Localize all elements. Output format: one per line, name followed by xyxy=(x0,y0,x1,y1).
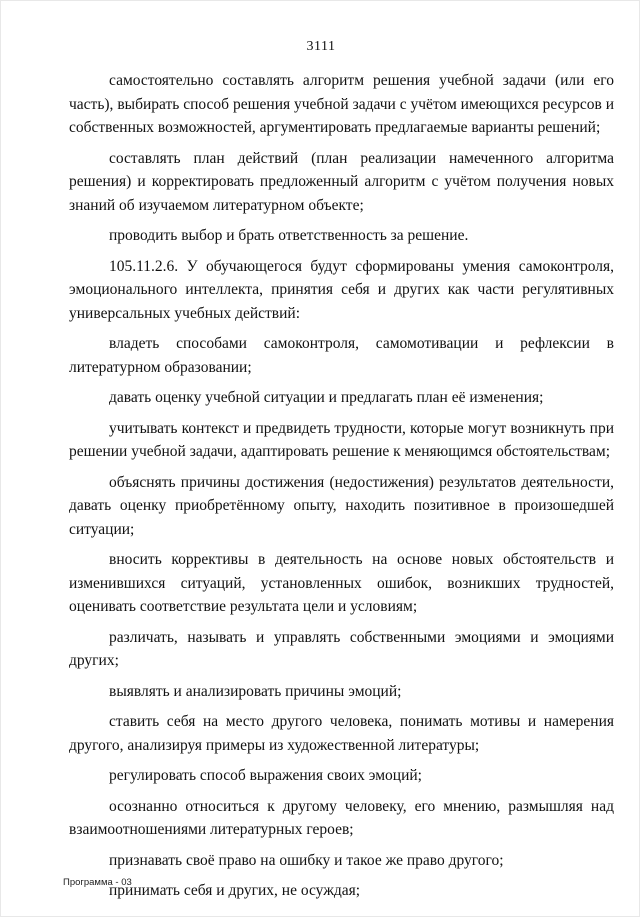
paragraph: вносить коррективы в деятельность на основе новых обстоятельств и изменившихся ситуаций, установленных ошибок, возникших трудностей, оценивать соответствие результата цели и условиям; xyxy=(69,551,614,615)
paragraph: различать, называть и управлять собственными эмоциями и эмоциями других; xyxy=(69,628,614,669)
paragraph: ставить себя на место другого человека, понимать мотивы и намерения другого, анализируя примеры из художественной литературы; xyxy=(69,713,614,754)
paragraph: составлять план действий (план реализации намеченного алгоритма решения) и корректировать предложенный алгоритм с учётом получения новых знаний об изучаемом литературном объекте; xyxy=(69,149,614,214)
page-footer: Программа - 03 xyxy=(63,877,132,888)
paragraph: самостоятельно составлять алгоритм решения учебной задачи (или его часть), выбирать способ решения учебной задачи с учётом имеющихся ресурсов и собственных возможностей, аргументировать предлагаемые варианты решений; xyxy=(69,72,614,136)
document-body xyxy=(69,69,614,910)
paragraph: принимать себя и других, не осуждая; xyxy=(109,882,361,899)
paragraph: признавать своё право на ошибку и такое же право другого; xyxy=(109,851,504,869)
paragraph: объяснять причины достижения (недостижения) результатов деятельности, давать оценку приобретённому опыту, находить позитивное в произошедшей ситуации; xyxy=(69,473,614,538)
paragraph: осознанно относиться к другому человеку, его мнению, размышляя над взаимоотношениями литературных героев; xyxy=(69,797,614,838)
paragraph: выявлять и анализировать причины эмоций; xyxy=(109,682,402,700)
paragraph: владеть способами самоконтроля, самомотивации и рефлексии в литературном образовании; xyxy=(69,335,614,376)
paragraph: учитывать контекст и предвидеть трудности, которые могут возникнуть при решении учебной задачи, адаптировать решение к меняющимся обстоятельствам; xyxy=(69,419,614,460)
paragraph: регулировать способ выражения своих эмоций; xyxy=(109,767,422,784)
paragraph: 105.11.2.6. У обучающегося будут сформированы умения самоконтроля, эмоционального интеллекта, принятия себя и других как части регулятивных универсальных учебных действий: xyxy=(69,257,614,322)
paragraph: давать оценку учебной ситуации и предлагать план её изменения; xyxy=(109,389,544,406)
paragraph: проводить выбор и брать ответственность за решение. xyxy=(109,227,469,244)
page-number: 3111 xyxy=(306,39,336,54)
